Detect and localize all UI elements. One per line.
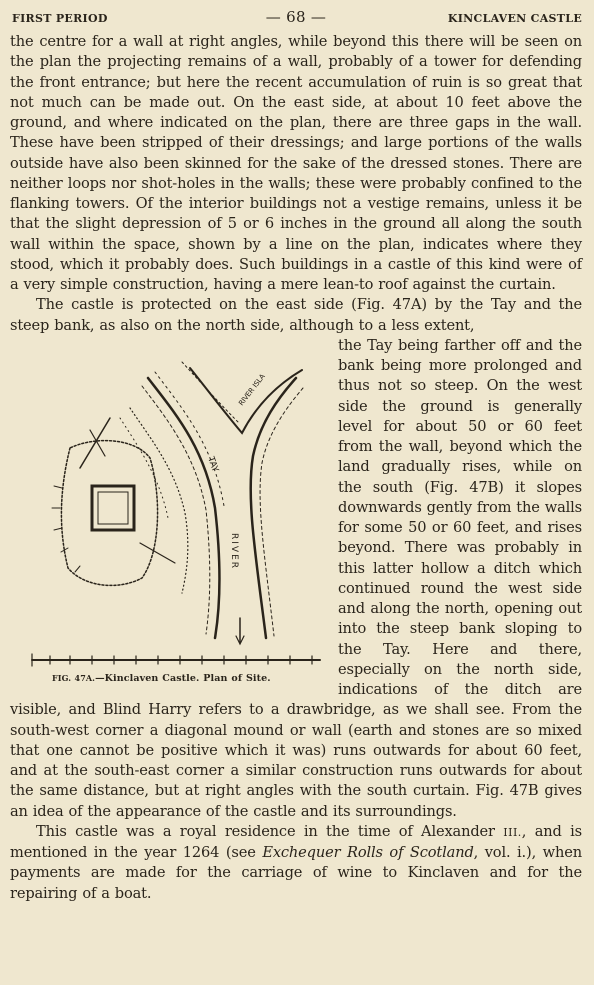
text-run: This castle was a royal residence in the time of Alexander: [36, 822, 504, 840]
paragraph-royal-residence: [10, 822, 582, 904]
page-number: — 68 —: [265, 8, 327, 26]
figure-47a: [10, 338, 330, 690]
site-plan-diagram: [10, 338, 330, 668]
text-run: the Tay being farther off and the bank being more prolonged and thus not so steep. On the west side the ground is generally level for about 50 or 60 feet from the wall, beyond which the land gradually rises, while on the south (Fig. 47B) it slopes downwards gently from the walls for some 50 or 60 feet, and rises beyond. There was probably in this latter hollow a ditch which continued round the west side and along the north, opening out into the steep bank sloping to the Tay. Here and there, especially on the north side, indications of the ditch are visible, and Blind Harry refers to a drawbridge, as we shall see. From the south-west corner a diagonal mound or wall (earth and stones are so mixed that one cannot be positive which it was) runs outwards for about 60 feet, and at the south-east corner a similar construction runs outwards for about the same distance, but at right angles with the south curtain. Fig. 47B gives an idea of the appearance of the castle and its surroundings.: [10, 336, 582, 820]
text-run: The castle is protected on the east side (Fig. 47A) by the Tay and the steep bank, as also on the north side, although to a less extent,: [10, 296, 582, 334]
figure-caption: [26, 668, 271, 689]
running-title: KINCLAVEN CASTLE: [447, 12, 582, 25]
isla-label: RIVER ISLA: [237, 372, 267, 407]
paragraph-continued: the centre for a wall at right angles, while beyond this there will be seen on the plan the projecting remains of a wall, probably of a tower for defending the front entrance; but here the recent accumulation of ruin is so great that not much can be made out. On the east side, at about 10 feet above the ground, and where indicated on the plan, there are three gaps in the wall. These have been stripped of their dressings; and large portions of the walls outside have also been skinned for the sake of the dressed stones. There are neither loops nor shot-holes in the walls; these were probably confined to the flanking towers. Of the interior buildings not a vestige remains, unless it be that the slight depression of 5 or 6 inches in the ground all along the south wall within the space, shown by a line on the plan, indicates where they stood, which it probably does. Such buildings in a castle of this kind were of a very simple construction, having a mere lean-to roof against the curtain.: [10, 33, 582, 293]
caption-text: —Kinclaven Castle. Plan of Site.: [95, 672, 271, 684]
book-title: Exchequer Rolls of Scotland: [262, 844, 474, 861]
river-label: RIVER: [229, 532, 239, 570]
caption-label: FIG. 47A.: [52, 672, 96, 683]
text-run: , vol. i.), when payments are made for the carriage of wine to Kinclaven and for the repairing of a boat.: [10, 844, 582, 902]
tay-label: TAY: [205, 455, 220, 474]
paragraph-protection: [10, 295, 582, 822]
regnal-number: III.: [503, 825, 522, 839]
running-header: [10, 8, 582, 32]
text-run: , and is mentioned in the year 1264 (see: [10, 822, 582, 861]
section-title: FIRST PERIOD: [12, 12, 108, 25]
